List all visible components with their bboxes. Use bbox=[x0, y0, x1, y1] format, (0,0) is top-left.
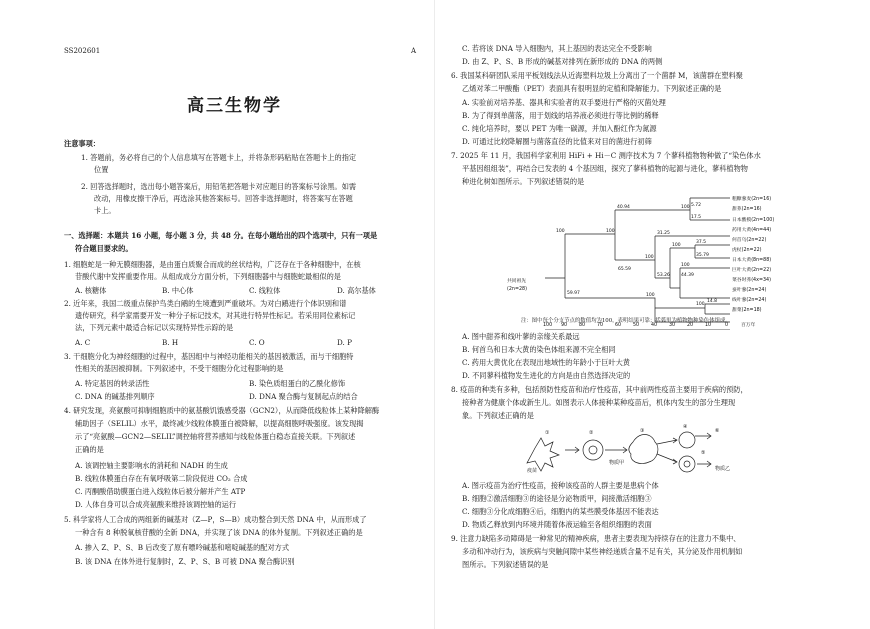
q9-stem: 9. 注意力缺陷多动障碍是一种常见的精神疾病，患者主要表现为持续存在的注意力不集中、 bbox=[451, 534, 741, 543]
diagram-label: ③ bbox=[640, 428, 645, 434]
arrow bbox=[657, 454, 677, 464]
tree-node-values bbox=[556, 202, 717, 307]
q7-option-a: A. 图中甜荞和线叶蓼的亲缘关系最远 bbox=[462, 332, 580, 341]
taxon-label: 甜荞(2n=16) bbox=[732, 207, 762, 212]
q2-stem: 法，下列元素中最适合标记以实现特异性示踪的是 bbox=[75, 323, 234, 332]
q7-option-c: C. 药用大黄优化在表现出地域性的年龄小于巨叶大黄 bbox=[462, 358, 630, 367]
dendritic-cell bbox=[527, 438, 559, 471]
axis-tick: 20 bbox=[687, 323, 694, 328]
q4-stem: 4. 研究发现，亮氨酸可抑制细胞质中的氨基酸饥饿感受器（GCN2），从而降低线粒体上某种降解酶 bbox=[64, 406, 380, 415]
node-value: 44.39 bbox=[681, 273, 694, 278]
node-value: 14.8 bbox=[707, 299, 718, 304]
node-value: 65.59 bbox=[618, 267, 631, 272]
taxon-label: 甜菜(2n=18) bbox=[732, 308, 762, 313]
q2-stem: 2. 近年来，我国二级重点保护鸟类白鹇的生境遭到严重破坏。为对白鹇进行个体识别和谱 bbox=[64, 299, 347, 308]
node-value: 59.97 bbox=[567, 291, 580, 296]
q7-stem: 7. 2025 年 11 月，我国科学家利用 HiFi + Hi－C 测序技术为 7 个蓼科植物物种做了“染色体水 bbox=[451, 151, 761, 160]
q7-option-b: B. 何首乌和日本大黄的染色体组来源不完全相同 bbox=[462, 345, 616, 354]
phylogenetic-tree-figure bbox=[505, 190, 805, 330]
taxon-label: 粗糠蓼麦(2n=16) bbox=[732, 197, 772, 202]
axis-tick: 10 bbox=[705, 323, 712, 328]
cell-2 bbox=[583, 440, 603, 460]
tree-branches bbox=[545, 198, 730, 330]
q3-stem: 性相关的基因被抑制。下列叙述中，不受干细胞分化过程影响的是 bbox=[75, 364, 284, 373]
q6-option-d: D. 可通过比较降解圈与菌落直径的比值来对目的菌进行初筛 bbox=[462, 137, 652, 146]
q2-option-b: B. H bbox=[162, 338, 179, 347]
axis-tick: 40 bbox=[651, 323, 658, 328]
taxon-label: 日本酸模(2n=100) bbox=[732, 218, 775, 223]
outgroup-label-ploidy: (2n=28) bbox=[507, 287, 527, 292]
node-value: 100 bbox=[606, 229, 615, 234]
axis-tick: 30 bbox=[669, 323, 676, 328]
vaccine-label: 疫苗 bbox=[527, 468, 538, 474]
outgroup-label: 共同祖先 bbox=[507, 279, 527, 284]
q4-option-b: B. 线粒体膜蛋白存在有氧呼吸第二阶段促进 CO₂ 合成 bbox=[75, 474, 248, 483]
axis-unit: 百万年 bbox=[741, 323, 756, 328]
taxon-label: 何首乌(2n=22) bbox=[732, 238, 767, 243]
q8-option-b: B. 细胞②激活细胞③的途径是分泌物质甲，间接激活细胞③ bbox=[462, 494, 652, 503]
q3-option-a: A. 特定基因的转录活性 bbox=[75, 379, 150, 388]
axis-tick: 0 bbox=[725, 323, 729, 328]
arrow bbox=[657, 438, 677, 444]
q5-option-a: A. 掺入 Z、P、S、B 后改变了原有嘌呤碱基和嘧啶碱基的配对方式 bbox=[75, 543, 290, 552]
node-value: 40.94 bbox=[617, 205, 630, 210]
q9-stem: 多动和冲动行为，该疾病与突触间隙中某些神经递质含量不足有关，其分泌及作用机制如 bbox=[462, 547, 743, 556]
q4-option-d: D. 人体自身可以合成亮氨酸来维持该调控轴的运行 bbox=[75, 500, 237, 509]
q8-stem: 接种者为健康个体或新生儿。如图表示人体接种某种疫苗后，机体内发生的部分生理现 bbox=[462, 398, 736, 407]
axis-tick: 90 bbox=[561, 323, 568, 328]
q4-stem: 示了“亮氨酸—GCN2—SELIL”调控轴将营养感知与线粒体蛋白稳态直接关联。下列叙述 bbox=[75, 432, 356, 441]
q1-option-c: C. 线粒体 bbox=[249, 286, 281, 295]
q8-option-a: A. 图示疫苗为治疗性疫苗，接种该疫苗的人群主要是患病个体 bbox=[462, 481, 659, 490]
notice-line: 2. 回答选择题时，选出每小题答案后，用铅笔把答题卡对应题目的答案标号涂黑。如需 bbox=[81, 182, 357, 191]
axis-tick: 100 bbox=[543, 323, 553, 328]
arrow bbox=[697, 461, 711, 467]
q1-option-a: A. 核糖体 bbox=[75, 286, 107, 295]
notice-line: 卡上。 bbox=[94, 206, 116, 215]
node-value: 31.25 bbox=[657, 231, 670, 236]
q7-stem: 种进化树如图所示。下列叙述错误的是 bbox=[462, 177, 585, 186]
taxon-label: 菜谷时荞(4x=34) bbox=[732, 278, 771, 283]
q8-stem: 8. 疫苗的种类有多种，包括预防性疫苗和治疗性疫苗，其中前两性疫苗主要用于疾病的预防， bbox=[451, 385, 748, 394]
exam-code: SS202601 bbox=[64, 47, 101, 55]
node-value: 53.26 bbox=[657, 273, 670, 278]
arrow bbox=[565, 447, 579, 453]
q6-option-a: A. 实验前对培养基、器具和实验者的双手要进行严格的灭菌处理 bbox=[462, 98, 666, 107]
substance-a-label: 物质甲 bbox=[609, 460, 625, 466]
q5-option-c: C. 若将该 DNA 导入细胞内，其上基因的表达完全不受影响 bbox=[462, 44, 652, 53]
q3-option-b: B. 染色质组蛋白的乙酰化修饰 bbox=[249, 379, 346, 388]
q9-stem: 图所示。下列叙述错误的是 bbox=[462, 560, 549, 569]
q2-option-c: C. O bbox=[249, 338, 265, 347]
notice-line: 位置 bbox=[94, 165, 109, 174]
diagram-label: ① bbox=[545, 430, 550, 436]
cell-3 bbox=[629, 435, 658, 464]
q6-option-b: B. 为了得到单菌落，用于划线的培养液必须进行等比例的稀释 bbox=[462, 111, 659, 120]
q1-option-b: B. 中心体 bbox=[162, 286, 194, 295]
q2-option-a: A. C bbox=[75, 338, 91, 347]
taxon-label: 蚕叶蓼(2n=24) bbox=[732, 288, 767, 293]
section-heading: 符合题目要求的。 bbox=[75, 244, 133, 253]
notice-line: 改动，用橡皮擦干净后，再选涂其他答案标号。回答非选择题时，将答案写在答题 bbox=[94, 194, 353, 203]
q8-option-d: D. 物质乙释放到内环境并随着体液运输至各组织细胞的表面 bbox=[462, 520, 652, 529]
q8-stem: 象。下列叙述正确的是 bbox=[462, 411, 534, 420]
taxon-label: 线叶蓼(2n=24) bbox=[732, 298, 767, 303]
q5-stem: 5. 科学家将人工合成的两组新的碱基对（Z—P，S—B）成功整合到天然 DNA 中，从而形成了 bbox=[64, 515, 367, 524]
page-title: 高三生物学 bbox=[187, 96, 282, 116]
section-heading: 一、选择题：本题共 16 小题，每小题 3 分，共 48 分。在每小题给出的四个选项中，只有一项是 bbox=[64, 231, 378, 240]
q3-option-d: D. DNA 聚合酶与复制起点的结合 bbox=[249, 392, 358, 401]
exam-version: A bbox=[411, 47, 417, 55]
tree-taxa bbox=[732, 195, 774, 313]
axis-tick: 60 bbox=[615, 323, 622, 328]
axis-tick: 50 bbox=[633, 323, 640, 328]
q7-option-d: D. 不同蓼科植物发生进化的方向是由自然选择决定的 bbox=[462, 371, 631, 380]
node-value: 100 bbox=[681, 263, 690, 268]
q3-option-c: C. DNA 的碱基排列顺序 bbox=[75, 392, 155, 401]
q1-stem: 1. 细胞蛇是一种无膜细胞器，是由蛋白质聚合而成的丝状结构，广泛存在于各种细胞中，在核 bbox=[64, 260, 361, 269]
cell-5-nucleus bbox=[684, 461, 690, 467]
substance-b-label: 物质乙 bbox=[715, 466, 731, 472]
node-value: 35.79 bbox=[696, 253, 709, 258]
taxon-label: 日本大黄(8n=88) bbox=[732, 258, 772, 263]
q2-option-d: D. P bbox=[337, 338, 352, 347]
q5-stem: 一种含有 8 种脱氧核苷酸的全新 DNA，并实现了该 DNA 的体外复制。下列叙述正确的是 bbox=[75, 528, 363, 537]
q6-stem: 6. 我国某科研团队采用平板划线法从近海塑料垃圾上分离出了一个菌群 M，该菌群在塑料聚 bbox=[451, 71, 743, 80]
q4-option-c: C. 丙酮酸借助膜蛋白进入线粒体后被分解并产生 ATP bbox=[75, 487, 246, 496]
taxon-label: 巨叶大黄(2n=22) bbox=[732, 268, 772, 273]
node-value: 100 bbox=[645, 255, 654, 260]
diagram-label: ② bbox=[589, 430, 594, 436]
node-value: 100 bbox=[646, 293, 655, 298]
node-value: 100 bbox=[556, 229, 565, 234]
node-value: 5.72 bbox=[691, 203, 702, 208]
axis-tick: 80 bbox=[579, 323, 586, 328]
diagram-label: ④ bbox=[683, 424, 688, 430]
node-value: 100 bbox=[681, 205, 690, 210]
node-value: 100 bbox=[672, 243, 681, 248]
tree-note: 注：图中每个分支节点的数值均为100，表明结果可靠；括弧里为植物物种染色体组成。 bbox=[521, 318, 731, 324]
node-value: 17.5 bbox=[691, 215, 702, 220]
cell-4 bbox=[679, 432, 695, 448]
q5-option-b: B. 该 DNA 在体外进行复制时，Z、P、S、B 可被 DNA 聚合酶识别 bbox=[75, 557, 295, 566]
axis-tick: 70 bbox=[597, 323, 604, 328]
q5-option-d: D. 由 Z、P、S、B 形成的碱基对排列在新形成的 DNA 的两侧 bbox=[462, 57, 663, 66]
taxon-label: 药用大黄(4n=44) bbox=[732, 228, 772, 233]
cell-5 bbox=[679, 456, 695, 472]
q4-option-a: A. 该调控轴主要影响水的消耗和 NADH 的生成 bbox=[75, 461, 228, 470]
cell-2-nucleus bbox=[589, 446, 597, 454]
node-value: 100 bbox=[696, 302, 705, 307]
q1-option-d: D. 高尔基体 bbox=[337, 286, 376, 295]
arrow bbox=[695, 433, 711, 439]
q6-option-c: C. 纯化培养时，要以 PET 为唯一碳源，并加入酚红作为氮源 bbox=[462, 124, 657, 133]
diagram-label: ⑤ bbox=[701, 450, 706, 456]
q7-stem: 平基因组组装”，再结合已发表的 4 个基因组，探究了蓼科植物的起源与进化，蓼科植物物 bbox=[462, 164, 748, 173]
q4-stem: 正确的是 bbox=[75, 445, 104, 454]
arrow bbox=[605, 447, 627, 453]
notice-line: 1. 答题前，务必将自己的个人信息填写在答题卡上，并将条形码粘贴在答题卡上的指定 bbox=[81, 153, 357, 162]
q2-stem: 遗传研究，科学家需要开发一种分子标记技术，对其进行特异性标记。若采用同位素标记 bbox=[75, 311, 356, 320]
notice-heading: 注意事项： bbox=[64, 139, 100, 148]
diagram-label: ⑥ bbox=[715, 428, 720, 434]
right-column bbox=[435, 0, 870, 629]
q1-stem: 苷酸代谢中发挥重要作用。从组成成分方面分析，下列细胞器中与细胞蛇最相似的是 bbox=[75, 272, 341, 281]
taxon-label: 虎杖(2n=22) bbox=[732, 248, 762, 253]
q4-stem: 辅助因子（SELIL）水平，最终减少线粒体膜蛋白被降解，以提高细胞呼吸强度。该发现揭 bbox=[75, 419, 364, 428]
node-value: 37.5 bbox=[696, 240, 707, 245]
q8-option-c: C. 细胞③分化成细胞④后，细胞内的某些膜受体基因不能表达 bbox=[462, 507, 659, 516]
q6-stem: 乙烯对苯二甲酸酯（PET）表面具有很明显的定植和降解能力。下列叙述正确的是 bbox=[462, 84, 722, 93]
immune-response-diagram bbox=[515, 422, 755, 478]
q3-stem: 3. 干细胞分化为神经细胞的过程中，基因组中与神经功能相关的基因被激活，而与干细胞特 bbox=[64, 352, 354, 361]
